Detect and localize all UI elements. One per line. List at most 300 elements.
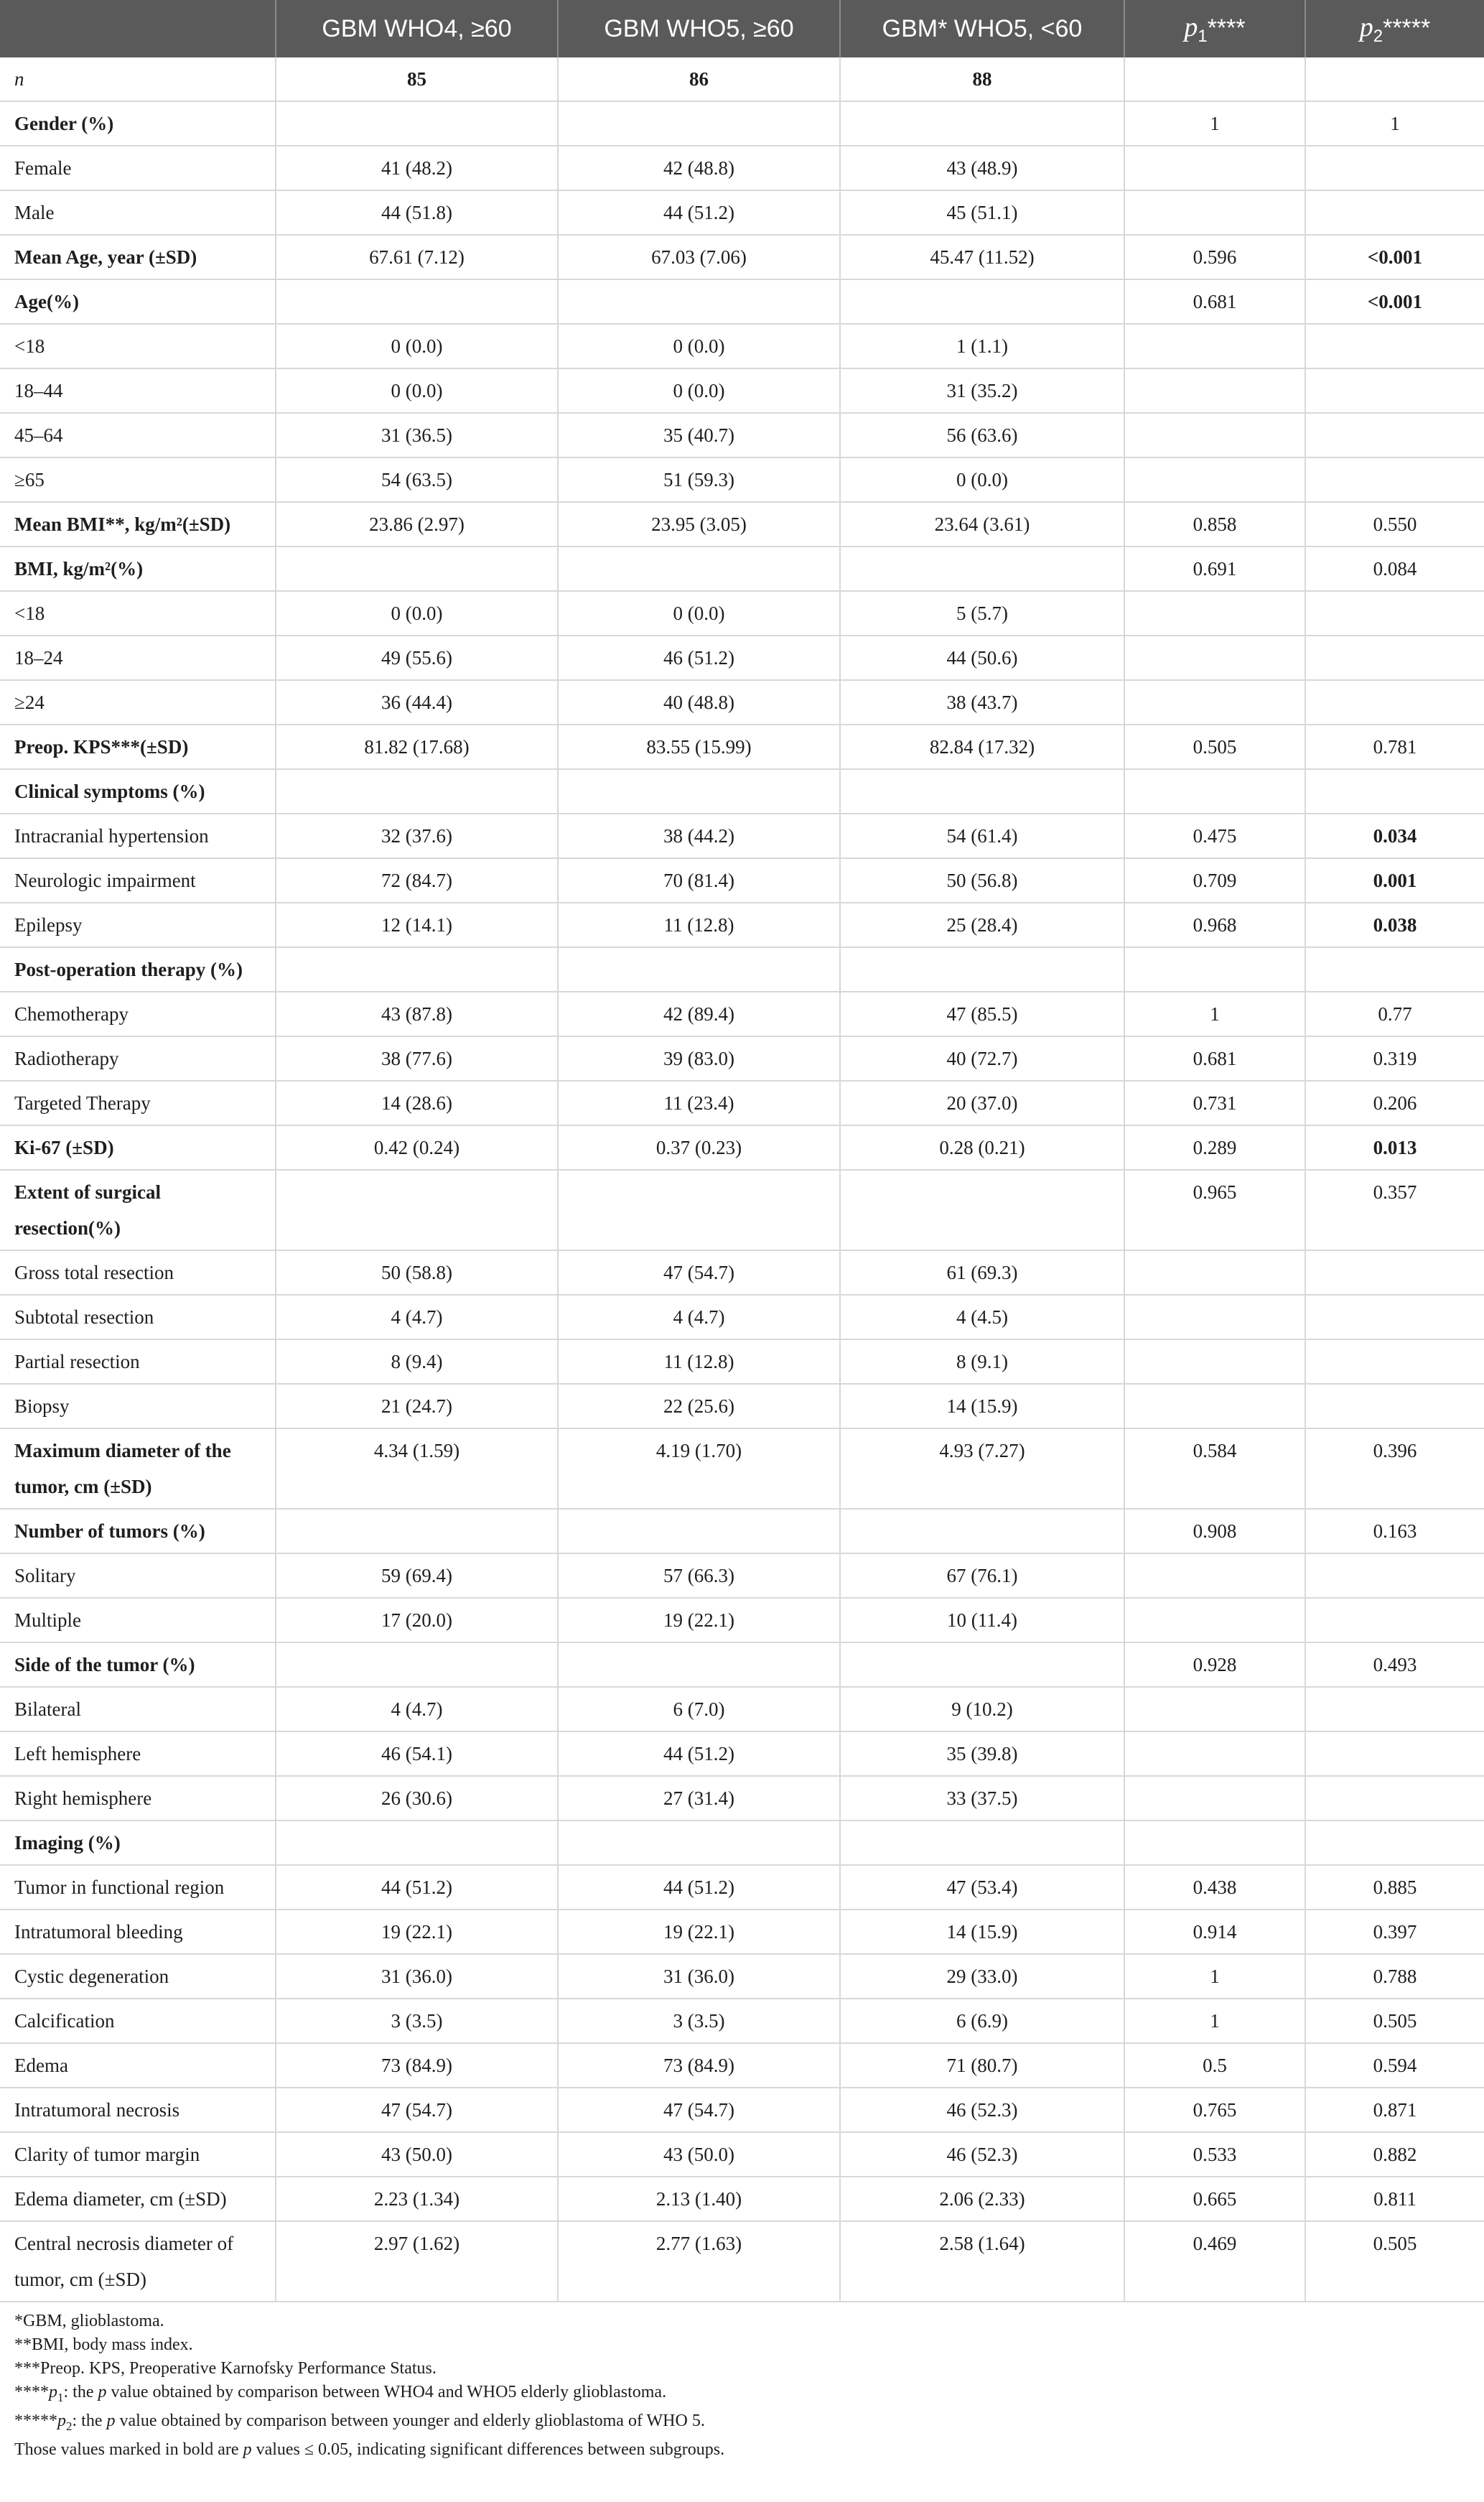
cell-who5-elderly: 57 (66.3)	[558, 1553, 840, 1598]
cell-p2	[1305, 1820, 1484, 1865]
row-label: BMI, kg/m²(%)	[0, 547, 276, 591]
header-cell-gbm-who5-younger: GBM* WHO5, <60	[840, 0, 1124, 57]
cell-p2: 0.788	[1305, 1954, 1484, 1999]
cell-who4-elderly: 0 (0.0)	[276, 591, 558, 636]
cell-who5-younger: 8 (9.1)	[840, 1339, 1124, 1384]
cell-who4-elderly: 31 (36.5)	[276, 413, 558, 457]
cell-who5-younger: 50 (56.8)	[840, 858, 1124, 903]
cell-who4-elderly: 43 (87.8)	[276, 992, 558, 1036]
cell-who5-elderly	[558, 769, 840, 814]
cell-p1	[1124, 1339, 1305, 1384]
table-row	[0, 1999, 1484, 2043]
cell-p2	[1305, 1776, 1484, 1820]
table-row	[0, 903, 1484, 947]
cell-p1	[1124, 324, 1305, 368]
cell-who5-younger: 71 (80.7)	[840, 2043, 1124, 2088]
cell-who4-elderly: 43 (50.0)	[276, 2132, 558, 2177]
cell-p1: 0.908	[1124, 1509, 1305, 1553]
table-row	[0, 1250, 1484, 1295]
table-row	[0, 502, 1484, 547]
cell-p2	[1305, 368, 1484, 413]
cell-who5-elderly: 19 (22.1)	[558, 1910, 840, 1954]
cell-who5-younger: 2.06 (2.33)	[840, 2177, 1124, 2221]
cell-p1: 0.928	[1124, 1642, 1305, 1687]
cell-who4-elderly: 44 (51.2)	[276, 1865, 558, 1910]
cell-p2: <0.001	[1305, 279, 1484, 324]
row-label: Male	[0, 190, 276, 235]
cell-who5-elderly	[558, 947, 840, 992]
cell-who5-younger: 9 (10.2)	[840, 1687, 1124, 1731]
table-row	[0, 190, 1484, 235]
cell-who5-younger	[840, 769, 1124, 814]
cell-who4-elderly: 3 (3.5)	[276, 1999, 558, 2043]
row-label: Gender (%)	[0, 101, 276, 146]
cell-who4-elderly: 19 (22.1)	[276, 1910, 558, 1954]
cell-who5-elderly: 42 (89.4)	[558, 992, 840, 1036]
row-label: Extent of surgical resection(%)	[0, 1170, 276, 1250]
cell-p2	[1305, 680, 1484, 725]
cell-who4-elderly: 17 (20.0)	[276, 1598, 558, 1642]
header-row	[0, 0, 1484, 57]
cell-who5-younger: 6 (6.9)	[840, 1999, 1124, 2043]
cell-p2: 0.206	[1305, 1081, 1484, 1125]
table-row	[0, 725, 1484, 769]
cell-p2: <0.001	[1305, 235, 1484, 279]
cell-p2	[1305, 591, 1484, 636]
cell-who4-elderly	[276, 279, 558, 324]
table-row	[0, 1731, 1484, 1776]
header-cell-gbm-who5-elderly: GBM WHO5, ≥60	[558, 0, 840, 57]
cell-who5-elderly: 23.95 (3.05)	[558, 502, 840, 547]
cell-who5-elderly: 19 (22.1)	[558, 1598, 840, 1642]
table-row	[0, 947, 1484, 992]
cell-p1	[1124, 769, 1305, 814]
table-row	[0, 324, 1484, 368]
cell-who5-younger	[840, 1509, 1124, 1553]
row-label: ≥24	[0, 680, 276, 725]
cell-p1	[1124, 1687, 1305, 1731]
row-label: ≥65	[0, 457, 276, 502]
cell-p2: 0.781	[1305, 725, 1484, 769]
cell-who5-younger: 33 (37.5)	[840, 1776, 1124, 1820]
cell-p2: 0.550	[1305, 502, 1484, 547]
cell-p1: 0.709	[1124, 858, 1305, 903]
cell-who5-younger: 0.28 (0.21)	[840, 1125, 1124, 1170]
cell-who5-elderly: 0 (0.0)	[558, 324, 840, 368]
table-row	[0, 1954, 1484, 1999]
row-label: Mean Age, year (±SD)	[0, 235, 276, 279]
cell-who4-elderly: 73 (84.9)	[276, 2043, 558, 2088]
cell-who5-elderly: 44 (51.2)	[558, 1731, 840, 1776]
row-label: Maximum diameter of the tumor, cm (±SD)	[0, 1428, 276, 1509]
cell-who4-elderly: 4.34 (1.59)	[276, 1428, 558, 1509]
cell-p1: 0.475	[1124, 814, 1305, 858]
table-row	[0, 2177, 1484, 2221]
cell-who5-elderly: 22 (25.6)	[558, 1384, 840, 1428]
row-label: Intratumoral bleeding	[0, 1910, 276, 1954]
row-label: Intracranial hypertension	[0, 814, 276, 858]
table-row	[0, 1339, 1484, 1384]
row-label: Imaging (%)	[0, 1820, 276, 1865]
cell-p2: 0.084	[1305, 547, 1484, 591]
cell-who5-younger: 43 (48.9)	[840, 146, 1124, 190]
cell-who5-elderly: 47 (54.7)	[558, 1250, 840, 1295]
cell-p2	[1305, 1598, 1484, 1642]
cell-who4-elderly	[276, 101, 558, 146]
cell-p1: 0.596	[1124, 235, 1305, 279]
cell-p2: 0.882	[1305, 2132, 1484, 2177]
cell-who5-younger: 82.84 (17.32)	[840, 725, 1124, 769]
cell-who5-younger: 40 (72.7)	[840, 1036, 1124, 1081]
table-row	[0, 146, 1484, 190]
header-cell-p1: $p_1****$	[1124, 0, 1305, 57]
table-row	[0, 547, 1484, 591]
cell-who5-younger: 47 (53.4)	[840, 1865, 1124, 1910]
cell-p2: 0.594	[1305, 2043, 1484, 2088]
cell-p2	[1305, 1553, 1484, 1598]
cell-who4-elderly	[276, 547, 558, 591]
cell-who5-younger: 5 (5.7)	[840, 591, 1124, 636]
cell-p1: 0.968	[1124, 903, 1305, 947]
cell-p2	[1305, 457, 1484, 502]
cell-p1	[1124, 1295, 1305, 1339]
row-label: Side of the tumor (%)	[0, 1642, 276, 1687]
table-row	[0, 413, 1484, 457]
row-label: <18	[0, 324, 276, 368]
row-label: Number of tumors (%)	[0, 1509, 276, 1553]
cell-p1	[1124, 947, 1305, 992]
cell-who5-elderly	[558, 1820, 840, 1865]
cell-who5-younger: 45.47 (11.52)	[840, 235, 1124, 279]
cell-p2	[1305, 413, 1484, 457]
table-row	[0, 1295, 1484, 1339]
row-label: Left hemisphere	[0, 1731, 276, 1776]
table-row	[0, 680, 1484, 725]
header-cell-blank	[0, 0, 276, 57]
cell-who4-elderly: 2.97 (1.62)	[276, 2221, 558, 2302]
cell-who5-younger	[840, 1820, 1124, 1865]
cell-who4-elderly: 4 (4.7)	[276, 1687, 558, 1731]
table-row	[0, 992, 1484, 1036]
table-row	[0, 101, 1484, 146]
cell-p1	[1124, 1820, 1305, 1865]
cell-p2	[1305, 1384, 1484, 1428]
table-row	[0, 1642, 1484, 1687]
cell-who5-younger: 20 (37.0)	[840, 1081, 1124, 1125]
row-label: Calcification	[0, 1999, 276, 2043]
cell-who5-younger: 46 (52.3)	[840, 2132, 1124, 2177]
cell-p2: 0.013	[1305, 1125, 1484, 1170]
table-header	[0, 0, 1484, 57]
row-label: Neurologic impairment	[0, 858, 276, 903]
cell-who5-elderly: 2.77 (1.63)	[558, 2221, 840, 2302]
cell-who5-younger: 67 (76.1)	[840, 1553, 1124, 1598]
cell-who5-younger	[840, 1170, 1124, 1250]
cell-who4-elderly	[276, 1509, 558, 1553]
cell-p2: 0.493	[1305, 1642, 1484, 1687]
cell-p1: 1	[1124, 992, 1305, 1036]
row-label: Intratumoral necrosis	[0, 2088, 276, 2132]
table-row	[0, 1428, 1484, 1509]
cell-who4-elderly: 36 (44.4)	[276, 680, 558, 725]
row-label: Clinical symptoms (%)	[0, 769, 276, 814]
cell-p1: 0.533	[1124, 2132, 1305, 2177]
cell-who4-elderly	[276, 1170, 558, 1250]
cell-who5-elderly: 4 (4.7)	[558, 1295, 840, 1339]
cell-who5-younger	[840, 947, 1124, 992]
cell-p2: 0.505	[1305, 2221, 1484, 2302]
cell-who5-elderly	[558, 279, 840, 324]
cell-p1	[1124, 146, 1305, 190]
cell-p2	[1305, 1339, 1484, 1384]
row-label: Clarity of tumor margin	[0, 2132, 276, 2177]
cell-who4-elderly: 59 (69.4)	[276, 1553, 558, 1598]
cell-who4-elderly: 67.61 (7.12)	[276, 235, 558, 279]
cell-p1	[1124, 636, 1305, 680]
row-label: Cystic degeneration	[0, 1954, 276, 1999]
cell-who4-elderly: 26 (30.6)	[276, 1776, 558, 1820]
row-label: Mean BMI**, kg/m²(±SD)	[0, 502, 276, 547]
cell-who5-elderly: 47 (54.7)	[558, 2088, 840, 2132]
table-row	[0, 1598, 1484, 1642]
cell-p2	[1305, 769, 1484, 814]
table-row	[0, 1553, 1484, 1598]
cell-who4-elderly: 31 (36.0)	[276, 1954, 558, 1999]
cell-who5-younger	[840, 547, 1124, 591]
cell-who5-elderly: 35 (40.7)	[558, 413, 840, 457]
row-label: Chemotherapy	[0, 992, 276, 1036]
cell-who5-elderly: 44 (51.2)	[558, 1865, 840, 1910]
cell-who5-younger: 29 (33.0)	[840, 1954, 1124, 1999]
cell-p2	[1305, 1295, 1484, 1339]
cell-who4-elderly: 85	[276, 57, 558, 101]
cell-p1	[1124, 1250, 1305, 1295]
table-row	[0, 457, 1484, 502]
table-row	[0, 57, 1484, 101]
table-row	[0, 591, 1484, 636]
cell-p1: 0.858	[1124, 502, 1305, 547]
cell-who5-elderly	[558, 1509, 840, 1553]
cell-who5-elderly: 51 (59.3)	[558, 457, 840, 502]
cell-who5-elderly	[558, 101, 840, 146]
cell-who5-elderly: 11 (12.8)	[558, 1339, 840, 1384]
cell-p2: 0.77	[1305, 992, 1484, 1036]
cell-p2	[1305, 636, 1484, 680]
cell-who5-elderly: 40 (48.8)	[558, 680, 840, 725]
cell-who5-elderly: 2.13 (1.40)	[558, 2177, 840, 2221]
cell-p1: 1	[1124, 101, 1305, 146]
cell-who5-younger: 45 (51.1)	[840, 190, 1124, 235]
cell-p1	[1124, 1598, 1305, 1642]
cell-p2: 0.357	[1305, 1170, 1484, 1250]
cell-p1: 0.681	[1124, 1036, 1305, 1081]
cell-p1	[1124, 190, 1305, 235]
row-label: 45–64	[0, 413, 276, 457]
table-row	[0, 368, 1484, 413]
cell-who5-younger	[840, 1642, 1124, 1687]
cell-who4-elderly: 44 (51.8)	[276, 190, 558, 235]
cell-who5-younger: 35 (39.8)	[840, 1731, 1124, 1776]
cell-who5-elderly: 67.03 (7.06)	[558, 235, 840, 279]
table-row	[0, 1820, 1484, 1865]
cell-who5-elderly: 0 (0.0)	[558, 591, 840, 636]
row-label: Ki-67 (±SD)	[0, 1125, 276, 1170]
cell-p2: 0.001	[1305, 858, 1484, 903]
row-label: Multiple	[0, 1598, 276, 1642]
cell-p1: 0.665	[1124, 2177, 1305, 2221]
cell-who5-elderly: 38 (44.2)	[558, 814, 840, 858]
cell-p2: 0.811	[1305, 2177, 1484, 2221]
cell-who4-elderly: 8 (9.4)	[276, 1339, 558, 1384]
cell-p1	[1124, 457, 1305, 502]
cell-p2: 0.397	[1305, 1910, 1484, 1954]
cell-p1: 0.289	[1124, 1125, 1305, 1170]
cell-who4-elderly: 21 (24.7)	[276, 1384, 558, 1428]
row-label: Post-operation therapy (%)	[0, 947, 276, 992]
cell-who5-elderly: 4.19 (1.70)	[558, 1428, 840, 1509]
cell-p1	[1124, 591, 1305, 636]
cell-p1: 0.469	[1124, 2221, 1305, 2302]
cell-p1	[1124, 1384, 1305, 1428]
row-label: Epilepsy	[0, 903, 276, 947]
cell-who4-elderly: 47 (54.7)	[276, 2088, 558, 2132]
cell-who5-younger	[840, 101, 1124, 146]
row-label: Bilateral	[0, 1687, 276, 1731]
table-row	[0, 1081, 1484, 1125]
cell-who5-younger: 14 (15.9)	[840, 1384, 1124, 1428]
table-row	[0, 1170, 1484, 1250]
cell-who5-younger: 38 (43.7)	[840, 680, 1124, 725]
cell-p1: 0.965	[1124, 1170, 1305, 1250]
cell-who4-elderly: 0 (0.0)	[276, 324, 558, 368]
cell-who5-younger: 31 (35.2)	[840, 368, 1124, 413]
table-row	[0, 1509, 1484, 1553]
cell-who4-elderly: 38 (77.6)	[276, 1036, 558, 1081]
cell-who5-elderly: 39 (83.0)	[558, 1036, 840, 1081]
row-label: Radiotherapy	[0, 1036, 276, 1081]
table-row	[0, 858, 1484, 903]
cell-p1: 0.691	[1124, 547, 1305, 591]
cell-p2: 0.163	[1305, 1509, 1484, 1553]
cell-p1: 0.438	[1124, 1865, 1305, 1910]
cell-who5-elderly	[558, 1642, 840, 1687]
cell-p1: 0.681	[1124, 279, 1305, 324]
row-label: Tumor in functional region	[0, 1865, 276, 1910]
cell-who4-elderly: 41 (48.2)	[276, 146, 558, 190]
row-label: Female	[0, 146, 276, 190]
row-label: <18	[0, 591, 276, 636]
cell-who5-younger: 47 (85.5)	[840, 992, 1124, 1036]
cell-p1	[1124, 57, 1305, 101]
cell-who4-elderly: 0.42 (0.24)	[276, 1125, 558, 1170]
cell-p1	[1124, 680, 1305, 725]
footnote: **BMI, body mass index.	[14, 2335, 193, 2354]
table-row	[0, 1910, 1484, 1954]
cell-who4-elderly: 72 (84.7)	[276, 858, 558, 903]
cell-who5-younger: 23.64 (3.61)	[840, 502, 1124, 547]
cell-p2	[1305, 57, 1484, 101]
cell-who5-elderly: 70 (81.4)	[558, 858, 840, 903]
cell-who5-younger: 1 (1.1)	[840, 324, 1124, 368]
cell-who5-elderly: 73 (84.9)	[558, 2043, 840, 2088]
cell-who5-younger: 56 (63.6)	[840, 413, 1124, 457]
cell-p2: 0.319	[1305, 1036, 1484, 1081]
cell-who4-elderly: 46 (54.1)	[276, 1731, 558, 1776]
cell-who5-younger: 54 (61.4)	[840, 814, 1124, 858]
cell-p1: 0.765	[1124, 2088, 1305, 2132]
cell-p2: 0.885	[1305, 1865, 1484, 1910]
cell-who5-elderly: 42 (48.8)	[558, 146, 840, 190]
table-row	[0, 1036, 1484, 1081]
cell-p2: 0.038	[1305, 903, 1484, 947]
cell-p2	[1305, 1687, 1484, 1731]
cell-who5-younger: 4 (4.5)	[840, 1295, 1124, 1339]
footnote: $****p_1$: the p value obtained by comparison between WHO4 and WHO5 elderly glioblastoma.	[14, 2383, 667, 2404]
cell-p1	[1124, 368, 1305, 413]
cell-who5-younger: 46 (52.3)	[840, 2088, 1124, 2132]
cell-who4-elderly	[276, 947, 558, 992]
row-label: n	[0, 57, 276, 101]
cell-p2: 0.396	[1305, 1428, 1484, 1509]
cell-who5-elderly: 86	[558, 57, 840, 101]
cell-who5-younger: 61 (69.3)	[840, 1250, 1124, 1295]
cell-p2: 1	[1305, 101, 1484, 146]
header-cell-gbm-who4-elderly: GBM WHO4, ≥60	[276, 0, 558, 57]
table-row	[0, 1384, 1484, 1428]
cell-who5-younger: 10 (11.4)	[840, 1598, 1124, 1642]
cell-who4-elderly: 12 (14.1)	[276, 903, 558, 947]
cell-who4-elderly: 2.23 (1.34)	[276, 2177, 558, 2221]
row-label: Right hemisphere	[0, 1776, 276, 1820]
cell-who5-elderly: 43 (50.0)	[558, 2132, 840, 2177]
cell-who5-younger: 25 (28.4)	[840, 903, 1124, 947]
cell-p1: 0.505	[1124, 725, 1305, 769]
cell-p2	[1305, 1250, 1484, 1295]
cell-who5-elderly	[558, 1170, 840, 1250]
cell-who5-younger: 44 (50.6)	[840, 636, 1124, 680]
cell-who5-elderly: 6 (7.0)	[558, 1687, 840, 1731]
cell-p1: 1	[1124, 1954, 1305, 1999]
table-row	[0, 235, 1484, 279]
table-row	[0, 1687, 1484, 1731]
row-label: 18–44	[0, 368, 276, 413]
row-label: Solitary	[0, 1553, 276, 1598]
cell-who4-elderly	[276, 769, 558, 814]
cell-p2	[1305, 324, 1484, 368]
row-label: Gross total resection	[0, 1250, 276, 1295]
footnote: Those values marked in bold are p values ≤ 0.05, indicating significant differences between subgroups.	[14, 2440, 725, 2459]
header-cell-p2: $p_2*****$	[1305, 0, 1484, 57]
cell-who4-elderly: 50 (58.8)	[276, 1250, 558, 1295]
cell-who5-younger: 4.93 (7.27)	[840, 1428, 1124, 1509]
table-footnotes	[14, 2310, 1465, 2462]
table-row	[0, 1865, 1484, 1910]
cell-who5-elderly: 44 (51.2)	[558, 190, 840, 235]
cell-p1	[1124, 1553, 1305, 1598]
cell-who5-elderly: 46 (51.2)	[558, 636, 840, 680]
row-label: Subtotal resection	[0, 1295, 276, 1339]
table-row	[0, 279, 1484, 324]
cell-p2	[1305, 1731, 1484, 1776]
footnote: $*****p_2$: the p value obtained by comparison between younger and elderly glioblastoma of WHO 5.	[14, 2411, 705, 2433]
footnote: ***Preop. KPS, Preoperative Karnofsky Performance Status.	[14, 2359, 437, 2378]
cell-who4-elderly: 4 (4.7)	[276, 1295, 558, 1339]
row-label: Edema	[0, 2043, 276, 2088]
cell-who4-elderly: 23.86 (2.97)	[276, 502, 558, 547]
cell-p1: 0.584	[1124, 1428, 1305, 1509]
row-label: Targeted Therapy	[0, 1081, 276, 1125]
cell-who5-younger: 0 (0.0)	[840, 457, 1124, 502]
